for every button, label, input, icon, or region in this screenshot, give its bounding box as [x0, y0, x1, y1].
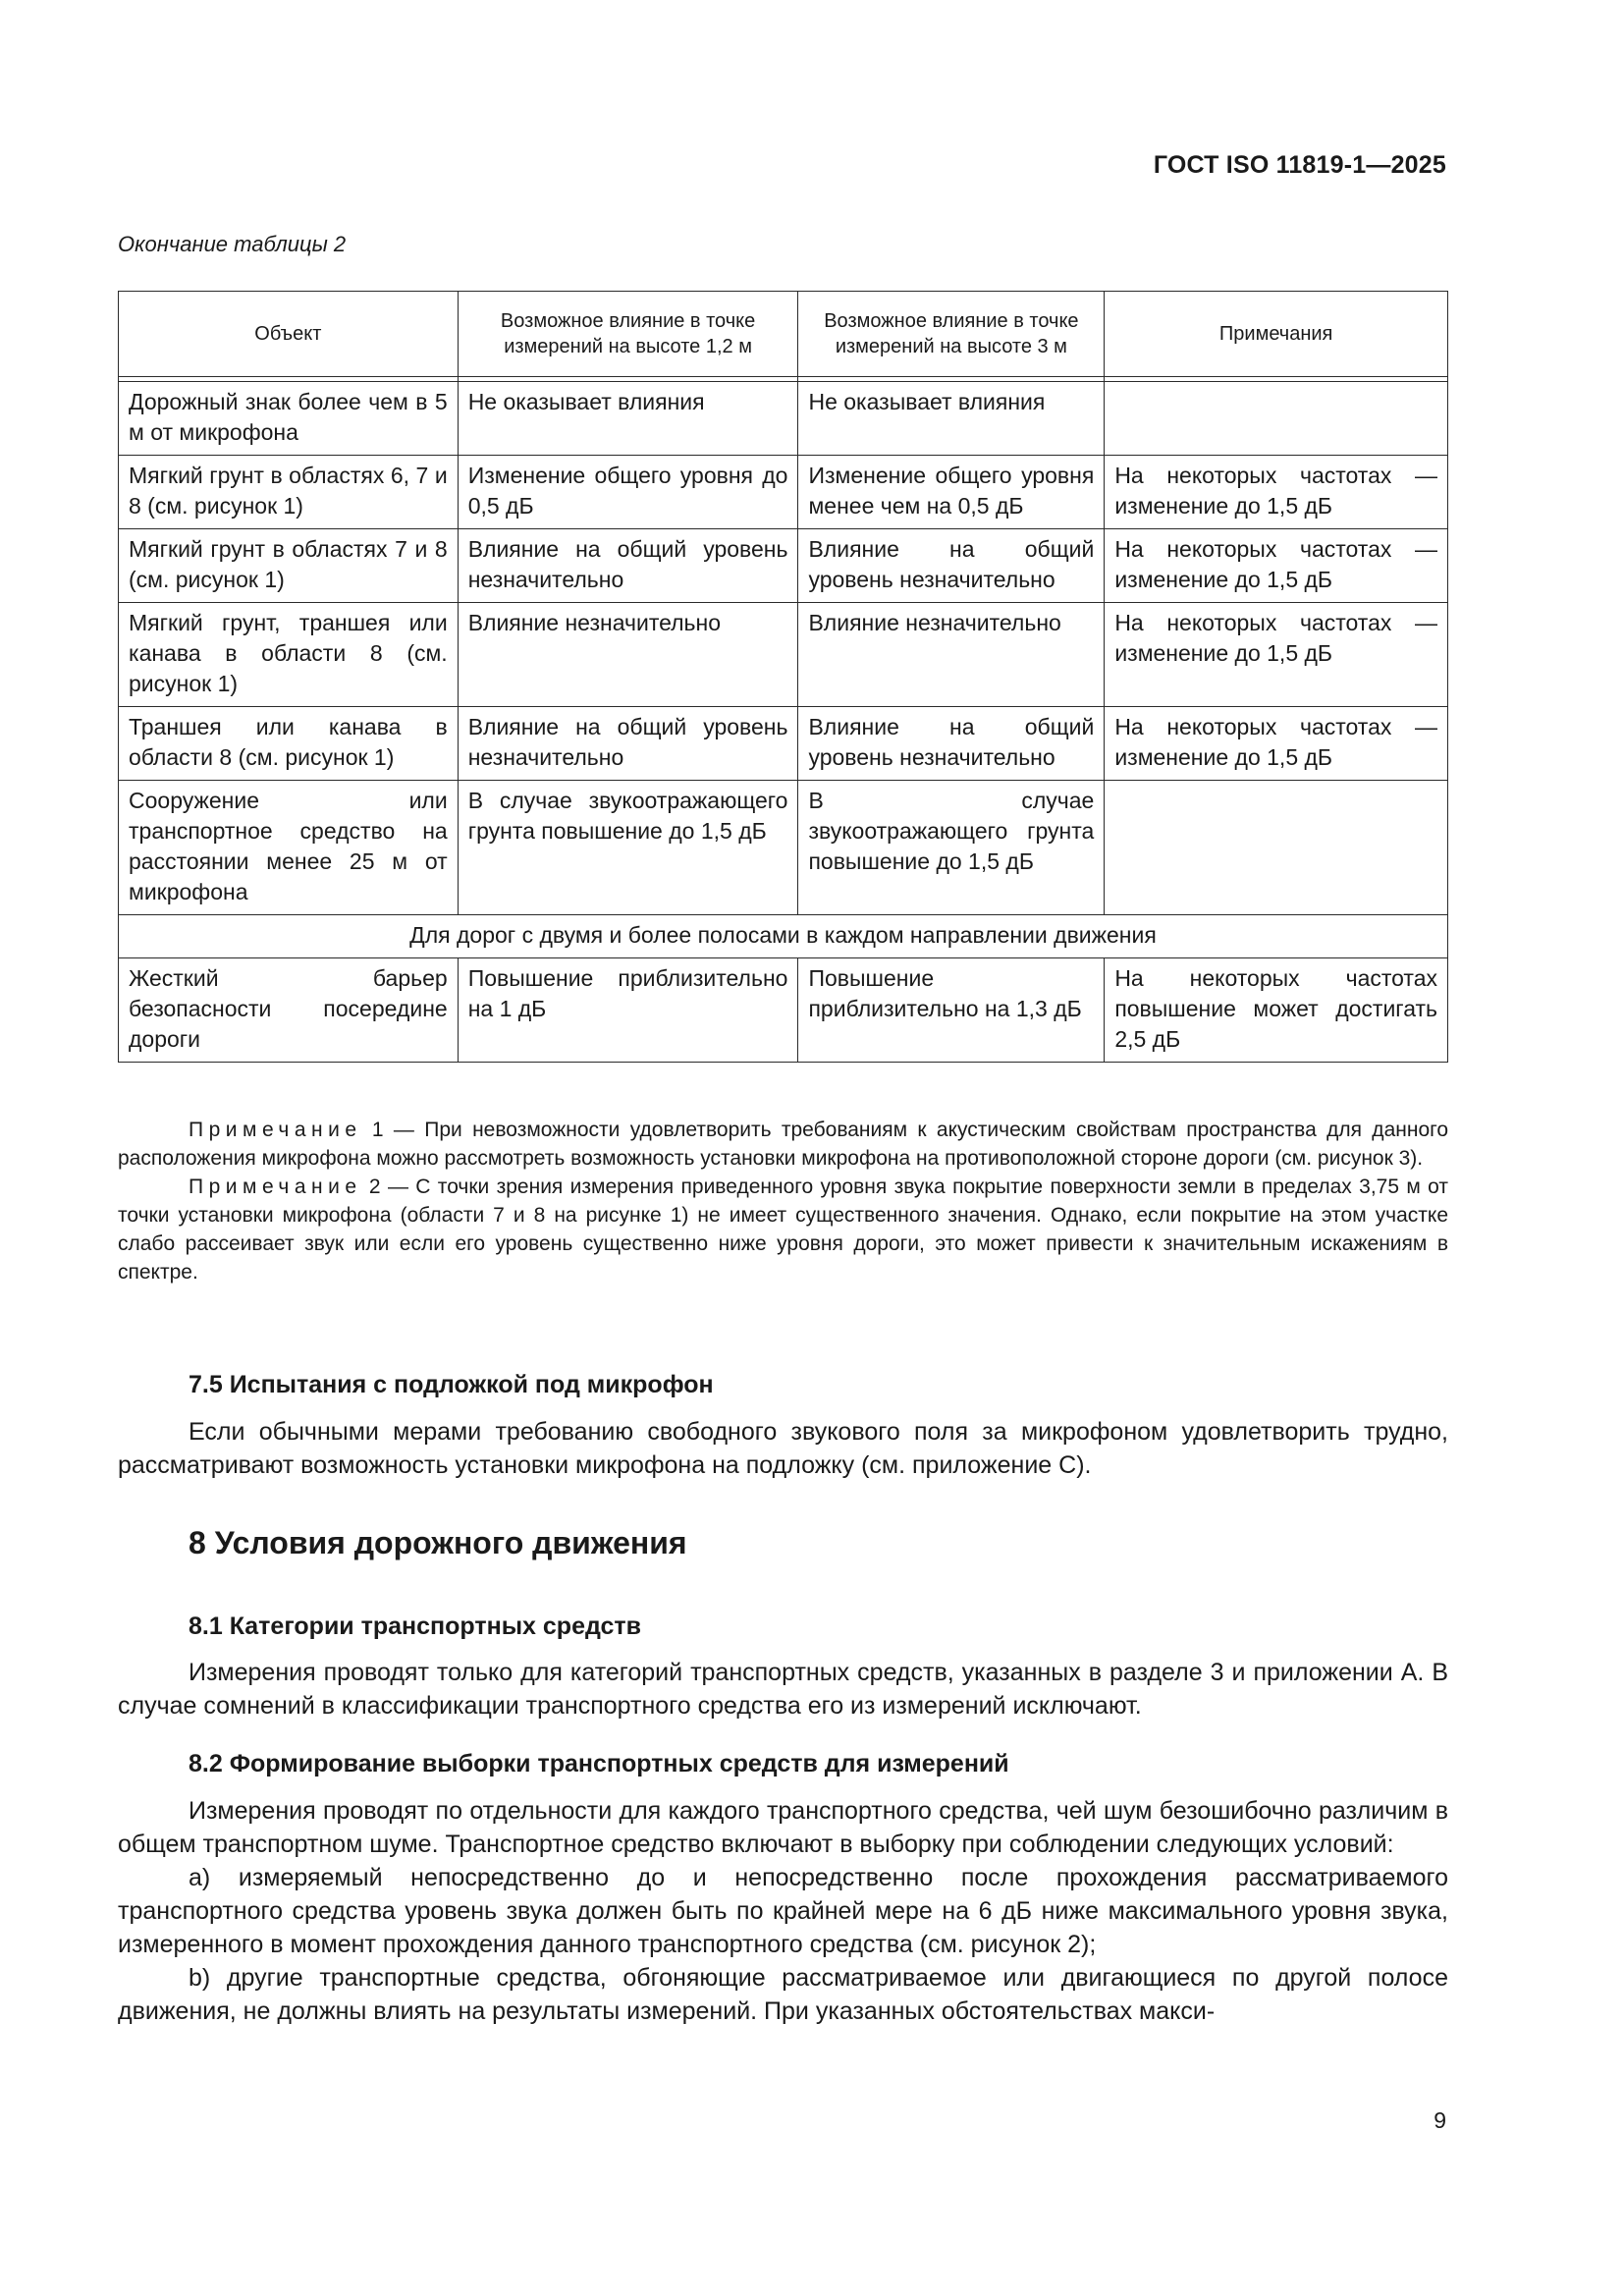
table-cell: Траншея или канава в области 8 (см. рисунок 1) [119, 707, 459, 781]
table-cell: Влияние на общий уровень незначительно [458, 529, 798, 603]
table-cell: Влияние незначительно [458, 603, 798, 707]
table-cell: Жесткий барьер безопасности посередине дороги [119, 958, 459, 1063]
section-8-1-heading: 8.1 Категории транспортных средств [189, 1613, 642, 1640]
list-item-a: а) измеряемый непосредственно до и непосредственно после прохождения рассматриваемого транспортного средства уровень звука должен быть по крайней мере на 6 дБ ниже максимального уровня звука, измеренного в момент прохождения данного транспортного средства (см. рисунок 2); [118, 1864, 1448, 1958]
table-cell: Влияние на общий уровень незначительно [798, 707, 1105, 781]
section-8-2-text [118, 1794, 1448, 2028]
paragraph: Если обычными мерами требованию свободного звукового поля за микрофоном удовлетворить трудно, рассматривают возможность установки микрофона на подложку (см. приложение С). [118, 1418, 1448, 1479]
page-number: 9 [1434, 2107, 1446, 2133]
header-cell-height-1-2: Возможное влияние в точке измерений на высоте 1,2 м [458, 292, 798, 377]
table-span-row [119, 915, 1448, 958]
table-cell: Сооружение или транспортное средство на расстоянии менее 25 м от микрофона [119, 781, 459, 915]
table-cell: Не оказывает влияния [798, 382, 1105, 456]
table-header-row [119, 292, 1448, 377]
table-cell: Мягкий грунт, траншея или канава в области 8 (см. рисунок 1) [119, 603, 459, 707]
note-text: 2 — С точки зрения измерения приведенного уровня звука покрытие поверхности земли в пределах 3,75 м от точки установки микрофона (области 7 и 8 на рисунке 1) не имеет существенного значения. Однако, если покрытие на этом участке слабо рассеивает звук или если его уровень существенно ниже уровня дороги, это может привести к значительным искажениям в спектре. [118, 1175, 1448, 1284]
section-7-5-heading: 7.5 Испытания с подложкой под микрофон [189, 1371, 714, 1398]
table-row [119, 781, 1448, 915]
table-cell: На некоторых частотах — изменение до 1,5 дБ [1105, 603, 1448, 707]
note-label: Примечание [189, 1119, 362, 1141]
standard-code: ГОСТ ISO 11819-1—2025 [1153, 151, 1446, 179]
table-row [119, 382, 1448, 456]
table-cell: Не оказывает влияния [458, 382, 798, 456]
section-8-1-text [118, 1656, 1448, 1722]
paragraph: Измерения проводят по отдельности для каждого транспортного средства, чей шум безошибочно различим в общем транспортном шуме. Транспортное средство включают в выборку при соблюдении следующих условий: [118, 1797, 1448, 1858]
table-row [119, 958, 1448, 1063]
table-cell: На некоторых частотах — изменение до 1,5 дБ [1105, 456, 1448, 529]
section-8-2-heading: 8.2 Формирование выборки транспортных средств для измерений [189, 1750, 1009, 1777]
note-1 [118, 1116, 1448, 1173]
note-label: Примечание [189, 1175, 362, 1198]
table-cell [1105, 382, 1448, 456]
table-cell: Изменение общего уровня до 0,5 дБ [458, 456, 798, 529]
section-8-heading: 8 Условия дорожного движения [189, 1525, 687, 1560]
table-cell: На некоторых частотах — изменение до 1,5 дБ [1105, 707, 1448, 781]
objects-influence-table [118, 291, 1448, 1063]
table-cell: Дорожный знак более чем в 5 м от микрофона [119, 382, 459, 456]
section-7-5-text [118, 1415, 1448, 1482]
table-cell: Мягкий грунт в областях 7 и 8 (см. рисунок 1) [119, 529, 459, 603]
table-cell [1105, 781, 1448, 915]
table-cell: Влияние на общий уровень незначительно [458, 707, 798, 781]
table-row [119, 707, 1448, 781]
table-row [119, 456, 1448, 529]
header-cell-object: Объект [119, 292, 459, 377]
note-text: 1 — При невозможности удовлетворить требованиям к акустическим свойствам пространства для данного расположения микрофона можно рассмотреть возможность установки микрофона на противоположной стороне дороги (см. рисунок 3). [118, 1119, 1448, 1170]
table-cell: Повышение приблизительно на 1,3 дБ [798, 958, 1105, 1063]
table-notes [118, 1116, 1448, 1286]
table-cell: На некоторых частотах — изменение до 1,5 дБ [1105, 529, 1448, 603]
table-span-cell: Для дорог с двумя и более полосами в каждом направлении движения [119, 915, 1448, 958]
table-row [119, 529, 1448, 603]
table-cell: Влияние незначительно [798, 603, 1105, 707]
header-cell-height-3: Возможное влияние в точке измерений на высоте 3 м [798, 292, 1105, 377]
table-cell: В случае звукоотражающего грунта повышение до 1,5 дБ [458, 781, 798, 915]
table-cell: Повышение приблизительно на 1 дБ [458, 958, 798, 1063]
note-2 [118, 1173, 1448, 1286]
list-item-b: b) другие транспортные средства, обгоняющие рассматриваемое или двигающиеся по другой полосе движения, не должны влиять на результаты измерений. При указанных обстоятельствах макси- [118, 1964, 1448, 2025]
table-cell: На некоторых частотах повышение может достигать 2,5 дБ [1105, 958, 1448, 1063]
table-cell: Влияние на общий уровень незначительно [798, 529, 1105, 603]
header-cell-notes: Примечания [1105, 292, 1448, 377]
table-cell: Мягкий грунт в областях 6, 7 и 8 (см. рисунок 1) [119, 456, 459, 529]
table-cell: В случае звукоотражающего грунта повышение до 1,5 дБ [798, 781, 1105, 915]
table-row [119, 603, 1448, 707]
table-caption: Окончание таблицы 2 [118, 232, 347, 256]
table-cell: Изменение общего уровня менее чем на 0,5 дБ [798, 456, 1105, 529]
paragraph: Измерения проводят только для категорий транспортных средств, указанных в разделе 3 и приложении А. В случае сомнений в классификации транспортного средства его из измерений исключают. [118, 1659, 1448, 1720]
